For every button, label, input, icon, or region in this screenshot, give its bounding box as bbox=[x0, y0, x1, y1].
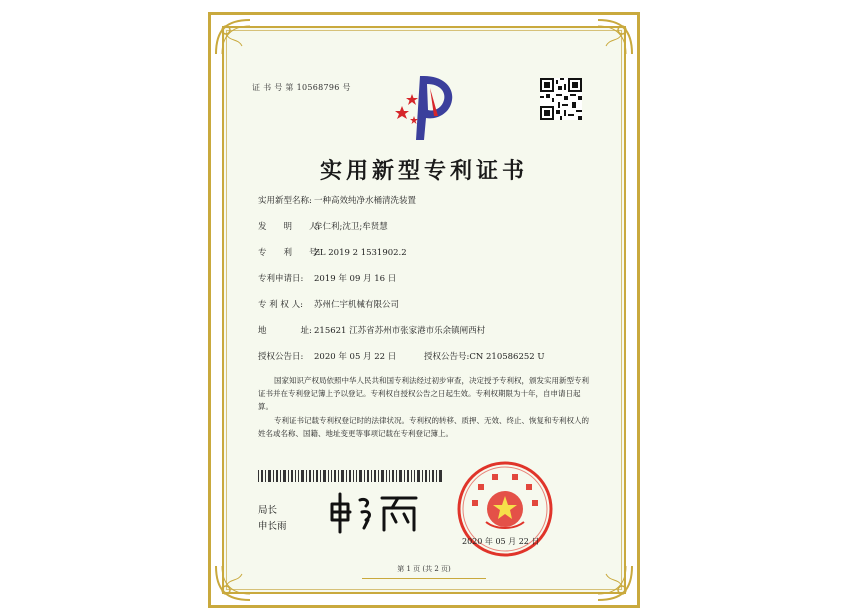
certificate-page bbox=[208, 12, 640, 612]
corner-ornament-icon bbox=[594, 16, 636, 58]
certificate-title: 实用新型专利证书 bbox=[319, 158, 528, 184]
field-filing-date bbox=[258, 272, 396, 284]
field-address bbox=[258, 324, 485, 336]
certificate-number bbox=[252, 82, 351, 93]
field-value: 一种高效纯净水桶清洗装置 bbox=[314, 196, 417, 206]
seal-date: 2020 年 05 月 22 日 bbox=[462, 537, 540, 546]
footer-divider bbox=[362, 578, 486, 579]
field-value: 215621 江苏省苏州市张家港市乐余镇闸西村 bbox=[314, 326, 486, 336]
field-value: 2019 年 09 月 16 日 bbox=[314, 274, 397, 284]
field-label: 授权公告号: bbox=[424, 352, 470, 362]
field-grant-number bbox=[424, 350, 545, 362]
field-grant-date bbox=[258, 350, 396, 362]
field-label: 实用新型名称: bbox=[258, 196, 312, 206]
field-label: 授权公告日: bbox=[258, 352, 304, 362]
certificate-number-suffix: 号 bbox=[342, 83, 351, 92]
page-indicator: 第 1 页 (共 2 页) bbox=[397, 565, 451, 573]
qr-code-icon bbox=[540, 78, 582, 120]
field-value: 苏州仁宇机械有限公司 bbox=[314, 300, 400, 310]
certificate-number-value: 10568796 bbox=[296, 83, 340, 92]
field-utility-model-name bbox=[258, 194, 416, 206]
director-name: 申长雨 bbox=[258, 521, 287, 532]
field-patentee bbox=[258, 298, 399, 310]
field-label: 专利申请日: bbox=[258, 274, 304, 284]
field-patent-number bbox=[258, 246, 407, 258]
corner-ornament-icon bbox=[212, 16, 254, 58]
body-paragraph-1: 国家知识产权局依照中华人民共和国专利法经过初步审查，决定授予专利权，颁发实用新型专利证书并在专利登记簿上予以登记。专利权自授权公告之日起生效。专利权期限为十年，自申请日起算。 bbox=[258, 376, 589, 411]
field-label: 地 址: bbox=[258, 326, 312, 336]
body-paragraph-2: 专利证书记载专利权登记时的法律状况。专利权的转移、质押、无效、终止、恢复和专利权人的姓名或名称、国籍、地址变更等事项记载在专利登记簿上。 bbox=[258, 416, 589, 438]
cnipa-logo-icon bbox=[394, 70, 458, 142]
field-inventor bbox=[258, 220, 388, 232]
field-value: CN 210586252 U bbox=[469, 352, 545, 362]
field-label: 专 利 号: bbox=[258, 248, 321, 258]
field-label: 专 利 权 人: bbox=[258, 300, 303, 310]
barcode-icon bbox=[258, 470, 444, 482]
certificate-number-label: 证 书 号 第 bbox=[252, 83, 294, 92]
director-title: 局长 bbox=[258, 505, 278, 516]
field-value: ZL 2019 2 1531902.2 bbox=[314, 248, 407, 258]
field-value: 牟仁利;沈卫;牟贤慧 bbox=[314, 222, 388, 232]
director-signature-icon bbox=[326, 490, 422, 536]
field-label: 发 明 人: bbox=[258, 222, 321, 232]
field-value: 2020 年 05 月 22 日 bbox=[314, 352, 397, 362]
